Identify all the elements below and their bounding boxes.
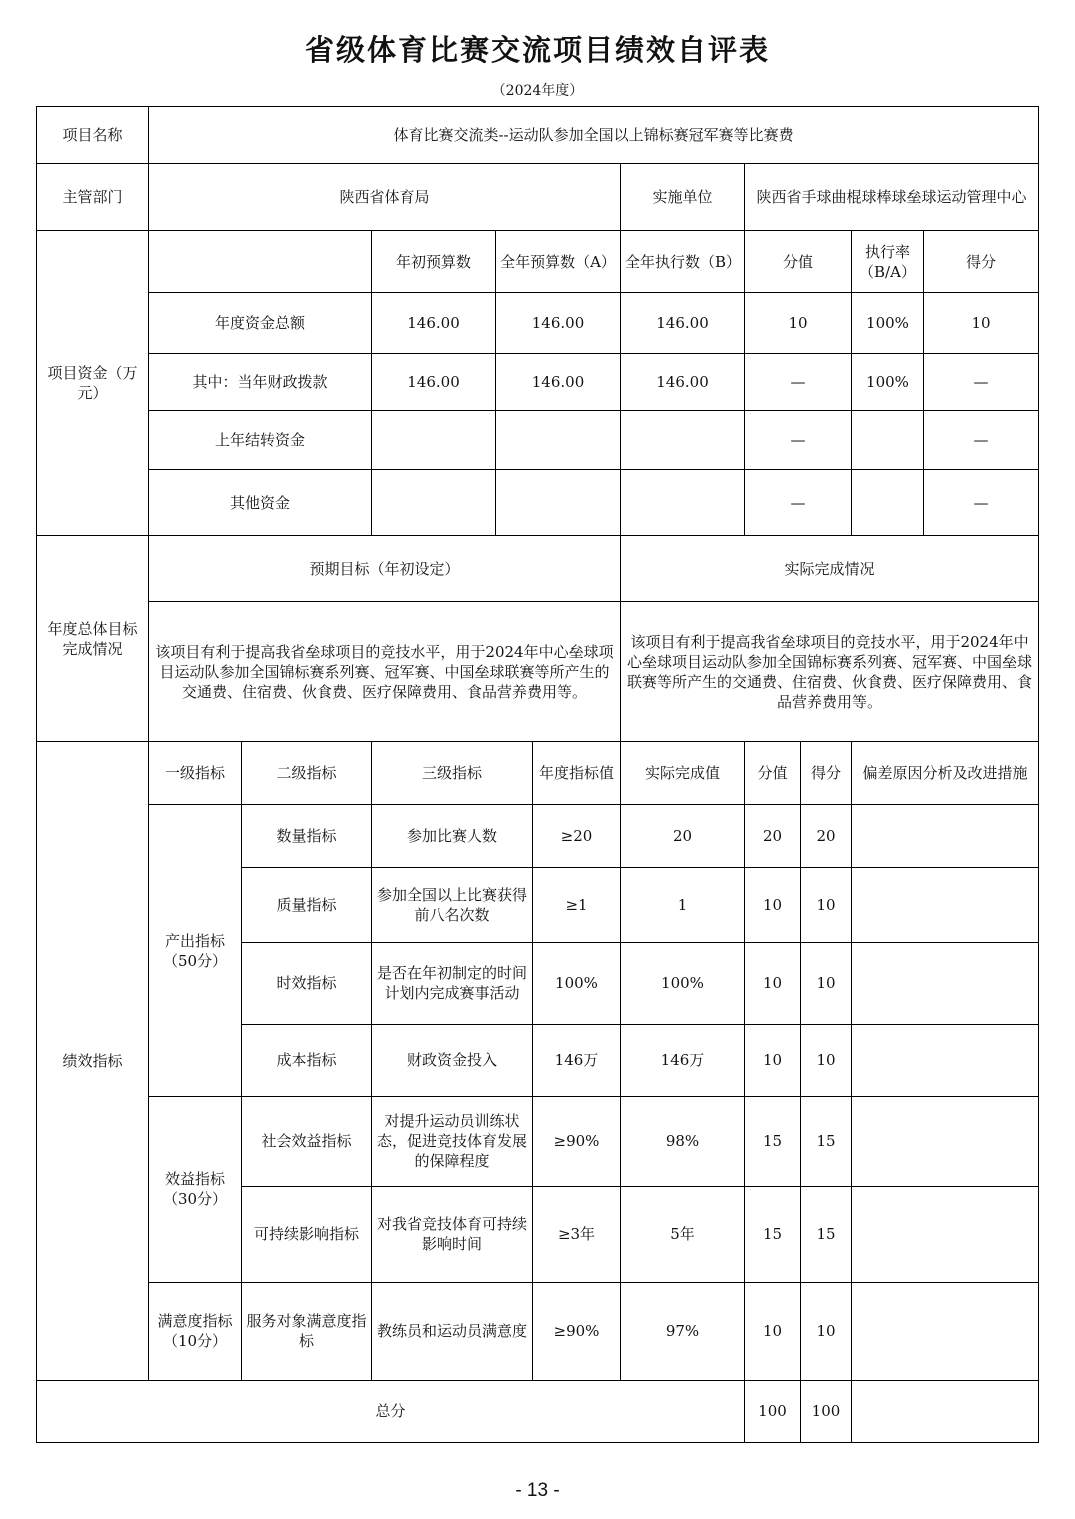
perf-target: 146万 — [533, 1024, 621, 1096]
funds-header-rate: 执行率（B/A） — [852, 231, 924, 293]
perf-level3: 对我省竞技体育可持续影响时间 — [372, 1186, 533, 1282]
funds-cell-annual — [496, 470, 621, 536]
perf-points: 10 — [745, 1024, 801, 1096]
total-points: 100 — [745, 1380, 801, 1442]
perf-row-satisfaction — [37, 1282, 1039, 1380]
perf-reason — [852, 805, 1039, 868]
perf-points: 10 — [745, 868, 801, 942]
funds-cell-initial: 146.00 — [372, 293, 496, 354]
funds-header-points: 分值 — [745, 231, 852, 293]
perf-target: ≥3年 — [533, 1186, 621, 1282]
perf-level3: 教练员和运动员满意度 — [372, 1282, 533, 1380]
project-name-row — [37, 107, 1039, 164]
total-reason — [852, 1380, 1039, 1442]
performance-header-row — [37, 742, 1039, 805]
goals-content-row — [37, 602, 1039, 742]
funds-cell-score: — — [924, 354, 1039, 411]
funds-cell-rate: 100% — [852, 354, 924, 411]
funds-row-label: 其他资金 — [149, 470, 372, 536]
funds-cell-rate: 100% — [852, 293, 924, 354]
page-title: 省级体育比赛交流项目绩效自评表 — [304, 33, 770, 67]
funds-header-score: 得分 — [924, 231, 1039, 293]
funds-cell-score: 10 — [924, 293, 1039, 354]
funds-cell-rate — [852, 411, 924, 470]
perf-level2: 可持续影响指标 — [242, 1186, 372, 1282]
perf-score: 10 — [801, 868, 852, 942]
perf-target: ≥20 — [533, 805, 621, 868]
perf-target: ≥1 — [533, 868, 621, 942]
funds-header-row — [37, 231, 1039, 293]
perf-level3: 财政资金投入 — [372, 1024, 533, 1096]
perf-level2: 数量指标 — [242, 805, 372, 868]
funds-cell-points: — — [745, 354, 852, 411]
perf-actual: 20 — [621, 805, 745, 868]
perf-level2: 社会效益指标 — [242, 1096, 372, 1186]
funds-row-carryover — [37, 411, 1039, 470]
funds-row-other — [37, 470, 1039, 536]
department-label: 主管部门 — [37, 164, 149, 231]
department-value: 陕西省体育局 — [149, 164, 621, 231]
funds-cell-rate — [852, 470, 924, 536]
funds-cell-annual — [496, 411, 621, 470]
perf-actual: 98% — [621, 1096, 745, 1186]
perf-header-target: 年度指标值 — [533, 742, 621, 805]
page-number: - 13 - — [515, 1480, 560, 1501]
perf-header-points: 分值 — [745, 742, 801, 805]
perf-level3: 参加比赛人数 — [372, 805, 533, 868]
perf-actual: 146万 — [621, 1024, 745, 1096]
perf-score: 10 — [801, 942, 852, 1024]
funds-cell-annual: 146.00 — [496, 354, 621, 411]
total-label: 总分 — [37, 1380, 745, 1442]
perf-row-quantity — [37, 805, 1039, 868]
perf-points: 15 — [745, 1186, 801, 1282]
perf-points: 15 — [745, 1096, 801, 1186]
project-name-label: 项目名称 — [37, 107, 149, 164]
funds-row-fiscal — [37, 354, 1039, 411]
funds-row-total — [37, 293, 1039, 354]
perf-header-actual: 实际完成值 — [621, 742, 745, 805]
department-row — [37, 164, 1039, 231]
goals-header-row — [37, 536, 1039, 602]
perf-actual: 100% — [621, 942, 745, 1024]
performance-section-label: 绩效指标 — [37, 742, 149, 1380]
funds-cell-score: — — [924, 411, 1039, 470]
funds-cell-initial — [372, 411, 496, 470]
perf-row-social — [37, 1096, 1039, 1186]
funds-cell-score: — — [924, 470, 1039, 536]
goals-expected-text: 该项目有利于提高我省垒球项目的竞技水平，用于2024年中心垒球项目运动队参加全国锦标赛系列赛、冠军赛、中国垒球联赛等所产生的交通费、住宿费、伙食费、医疗保障费用、食品营养费用等。 — [149, 602, 621, 742]
perf-reason — [852, 1282, 1039, 1380]
perf-level2: 成本指标 — [242, 1024, 372, 1096]
total-score: 100 — [801, 1380, 852, 1442]
perf-score: 10 — [801, 1024, 852, 1096]
funds-cell-executed — [621, 470, 745, 536]
perf-score: 15 — [801, 1096, 852, 1186]
perf-level3: 是否在年初制定的时间计划内完成赛事活动 — [372, 942, 533, 1024]
perf-level3: 对提升运动员训练状态，促进竞技体育发展的保障程度 — [372, 1096, 533, 1186]
perf-level3: 参加全国以上比赛获得前八名次数 — [372, 868, 533, 942]
funds-cell-initial: 146.00 — [372, 354, 496, 411]
funds-header-blank — [149, 231, 372, 293]
perf-group-benefit: 效益指标（30分） — [149, 1096, 242, 1282]
goals-expected-label: 预期目标（年初设定） — [149, 536, 621, 602]
goals-actual-text: 该项目有利于提高我省垒球项目的竞技水平，用于2024年中心垒球项目运动队参加全国锦标赛系列赛、冠军赛、中国垒球联赛等所产生的交通费、住宿费、伙食费、医疗保障费用、食品营养费用等。 — [621, 602, 1039, 742]
funds-cell-points: — — [745, 470, 852, 536]
perf-score: 10 — [801, 1282, 852, 1380]
funds-cell-executed — [621, 411, 745, 470]
perf-header-level3: 三级指标 — [372, 742, 533, 805]
funds-cell-initial — [372, 470, 496, 536]
funds-cell-annual: 146.00 — [496, 293, 621, 354]
perf-reason — [852, 1186, 1039, 1282]
total-row — [37, 1380, 1039, 1442]
perf-level2: 时效指标 — [242, 942, 372, 1024]
funds-row-label: 年度资金总额 — [149, 293, 372, 354]
perf-level2: 服务对象满意度指标 — [242, 1282, 372, 1380]
perf-reason — [852, 1024, 1039, 1096]
funds-cell-executed: 146.00 — [621, 354, 745, 411]
implementing-unit-value: 陕西省手球曲棍球棒球垒球运动管理中心 — [745, 164, 1039, 231]
perf-actual: 5年 — [621, 1186, 745, 1282]
goals-section-label: 年度总体目标完成情况 — [37, 536, 149, 742]
perf-header-level2: 二级指标 — [242, 742, 372, 805]
perf-header-score: 得分 — [801, 742, 852, 805]
funds-cell-executed: 146.00 — [621, 293, 745, 354]
funds-header-annual: 全年预算数（A） — [496, 231, 621, 293]
perf-actual: 1 — [621, 868, 745, 942]
year-label: （2024年度） — [491, 83, 584, 99]
funds-cell-points: — — [745, 411, 852, 470]
perf-reason — [852, 942, 1039, 1024]
implementing-unit-label: 实施单位 — [621, 164, 745, 231]
funds-row-label: 其中：当年财政拨款 — [149, 354, 372, 411]
perf-header-reason: 偏差原因分析及改进措施 — [852, 742, 1039, 805]
funds-header-executed: 全年执行数（B） — [621, 231, 745, 293]
perf-header-level1: 一级指标 — [149, 742, 242, 805]
perf-target: ≥90% — [533, 1096, 621, 1186]
self-evaluation-table — [36, 106, 1039, 1443]
funds-cell-points: 10 — [745, 293, 852, 354]
perf-reason — [852, 1096, 1039, 1186]
perf-actual: 97% — [621, 1282, 745, 1380]
perf-level2: 质量指标 — [242, 868, 372, 942]
project-name-value: 体育比赛交流类--运动队参加全国以上锦标赛冠军赛等比赛费 — [149, 107, 1039, 164]
perf-score: 15 — [801, 1186, 852, 1282]
perf-group-satisfaction: 满意度指标（10分） — [149, 1282, 242, 1380]
perf-reason — [852, 868, 1039, 942]
perf-target: ≥90% — [533, 1282, 621, 1380]
perf-points: 10 — [745, 1282, 801, 1380]
funds-section-label: 项目资金（万元） — [37, 231, 149, 536]
perf-target: 100% — [533, 942, 621, 1024]
perf-group-output: 产出指标（50分） — [149, 805, 242, 1096]
funds-header-initial: 年初预算数 — [372, 231, 496, 293]
goals-actual-label: 实际完成情况 — [621, 536, 1039, 602]
perf-points: 10 — [745, 942, 801, 1024]
funds-row-label: 上年结转资金 — [149, 411, 372, 470]
perf-score: 20 — [801, 805, 852, 868]
perf-points: 20 — [745, 805, 801, 868]
